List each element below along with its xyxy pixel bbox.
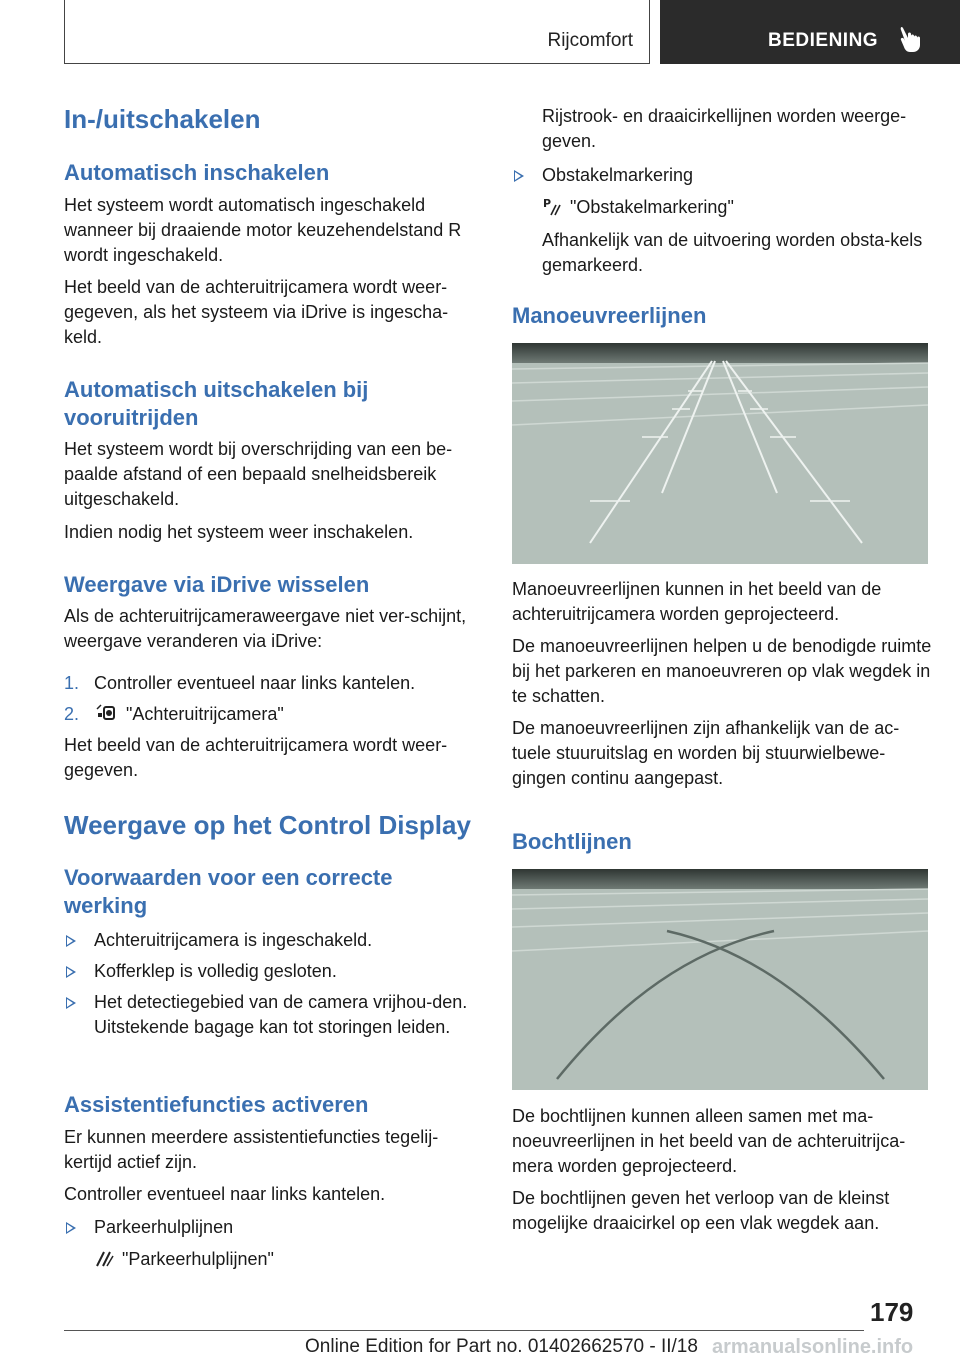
paragraph-auto-off-1: Het systeem wordt bij overschrijding van een be‐paalde afstand of een bepaald snelheidsbereik uitgeschakeld. [64, 439, 453, 509]
paragraph-after-steps: Het beeld van de achteruitrijcamera wordt weer‐gegeven. [64, 735, 448, 780]
heading-assistentiefuncties: Assistentiefuncties activeren [64, 1092, 369, 1117]
heading-manoeuvreerlijnen: Manoeuvreerlijnen [512, 303, 707, 328]
step-number: 1. [64, 673, 80, 693]
paragraph-auto-on-1: Het systeem wordt automatisch ingeschakeld wanneer bij draaiende motor keuzehendelstand R wordt ingeschakeld. [64, 195, 462, 265]
page-number: 179 [870, 1297, 914, 1327]
paragraph-obstacle-desc: Afhankelijk van de uitvoering worden obsta‐kels gemarkeerd. [542, 230, 923, 275]
heading-weergave-wisselen: Weergave via iDrive wisselen [64, 572, 370, 597]
heading-voorwaarden: Voorwaarden voor een correcte werking [64, 865, 393, 918]
paragraph-assist-1: Er kunnen meerdere assistentiefuncties tegelij‐kertijd actief zijn. [64, 1127, 439, 1172]
svg-text:armanualsonline.info: armanualsonline.info [712, 1336, 914, 1358]
triangle-bullet-icon [66, 935, 76, 947]
watermark-logo [712, 1334, 952, 1358]
triangle-bullet-icon [66, 1222, 76, 1234]
heading-automatisch-uitschakelen: Automatisch uitschakelen bij vooruitrijden [64, 377, 369, 430]
paragraph-continued: Rijstrook- en draaicirkellijnen worden weerge‐geven. [542, 106, 907, 151]
header-section-title: Rijcomfort [547, 30, 633, 51]
header-chapter-box [660, 0, 960, 64]
svg-text:P: P [543, 197, 552, 210]
heading-automatisch-inschakelen: Automatisch inschakelen [64, 160, 330, 185]
header-section-box [64, 0, 650, 64]
step-text: "Achteruitrijcamera" [126, 704, 284, 724]
paragraph-bocht-2: De bochtlijnen geven het verloop van de kleinst mogelijke draaicirkel op een vlak wegdek aan. [512, 1188, 890, 1233]
header-chapter-title: BEDIENING [768, 30, 879, 51]
paragraph-manoeuvre-1: Manoeuvreerlijnen kunnen in het beeld van de achteruitrijcamera worden geprojecteerd. [512, 579, 882, 624]
paragraph-switch: Als de achteruitrijcameraweergave niet ver‐schijnt, weergave veranderen via iDrive: [64, 606, 467, 651]
heading-bochtlijnen: Bochtlijnen [512, 829, 632, 854]
menu-text: "Parkeerhulplijnen" [122, 1249, 274, 1269]
paragraph-auto-off-2: Indien nodig het systeem weer inschakelen. [64, 522, 414, 542]
manoeuvre-lines-illustration [512, 343, 928, 564]
footer-edition: Online Edition for Part no. 01402662570 - II/18 [305, 1336, 698, 1357]
paragraph-manoeuvre-3: De manoeuvreerlijnen zijn afhankelijk van de ac‐tuele stuuruitslag en worden bij stuurwielbewe‐gingen continu aangepast. [512, 718, 900, 788]
paragraph-bocht-1: De bochtlijnen kunnen alleen samen met ma‐noeuvreerlijnen in het beeld van de achteruitrijca‐mera worden geprojecteerd. [512, 1106, 906, 1176]
step-number: 2. [64, 704, 80, 724]
paragraph-manoeuvre-2: De manoeuvreerlijnen helpen u de benodigde ruimte bij het parkeren en manoeuvreren op vlak wegdek in te schatten. [512, 636, 932, 706]
hand-pointing-icon [896, 24, 926, 54]
menu-text: "Obstakelmarkering" [570, 197, 734, 217]
footer-divider [64, 1330, 864, 1331]
heading-control-display: Weergave op het Control Display [64, 810, 471, 840]
manoeuvre-lines-image [512, 343, 928, 564]
curve-lines-image [512, 869, 928, 1090]
obstacle-marking-icon [542, 196, 562, 216]
step-text: Controller eventueel naar links kantelen. [94, 673, 416, 693]
heading-in-uitschakelen: In-/uitschakelen [64, 104, 261, 134]
paragraph-auto-on-2: Het beeld van de achteruitrijcamera wordt weer‐gegeven, als het systeem via iDrive is ingescha‐keld. [64, 277, 449, 347]
paragraph-assist-2: Controller eventueel naar links kantelen. [64, 1184, 386, 1204]
camera-icon [94, 703, 118, 723]
parking-lines-icon [94, 1248, 114, 1268]
triangle-bullet-icon [66, 966, 76, 978]
triangle-bullet-icon [66, 997, 76, 1009]
triangle-bullet-icon [514, 170, 524, 182]
curve-lines-illustration [512, 869, 928, 1090]
